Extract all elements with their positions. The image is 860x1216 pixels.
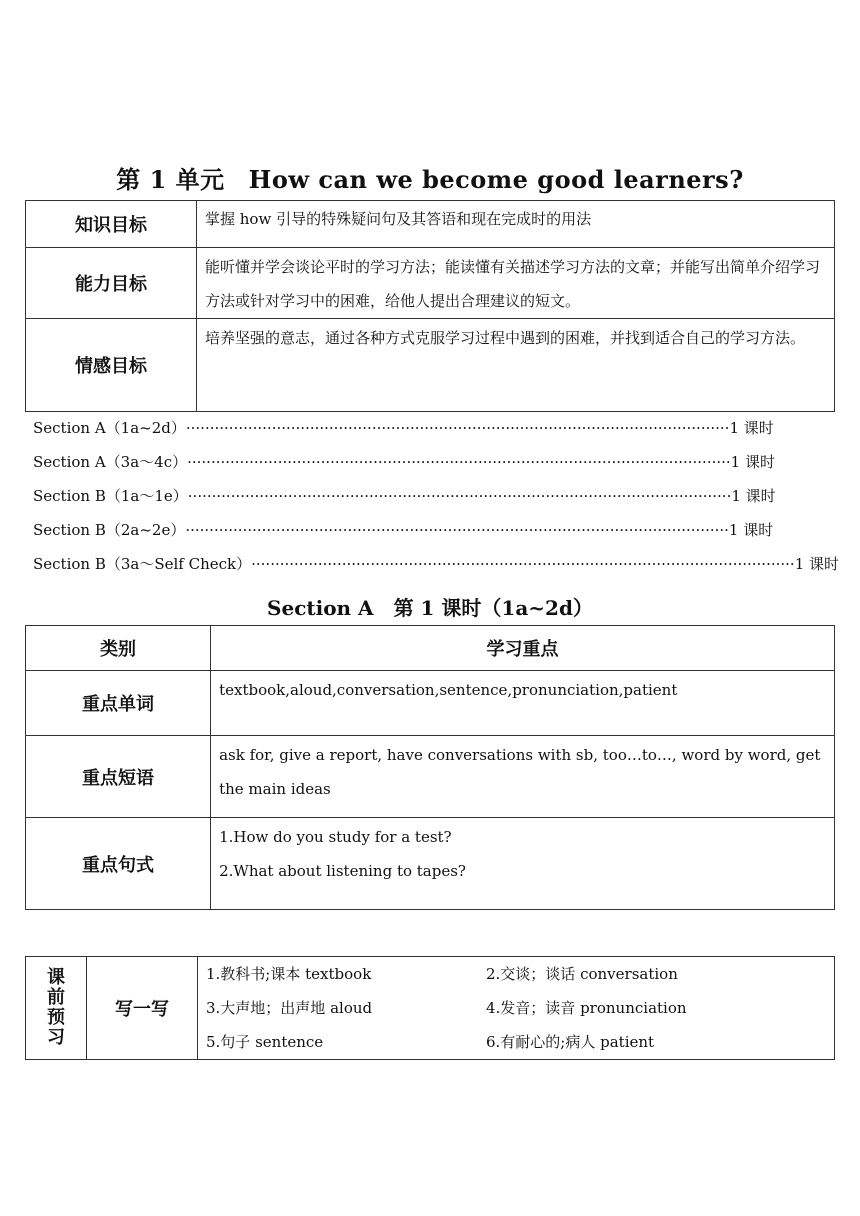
goal-row xyxy=(26,248,835,319)
focus-content xyxy=(211,736,835,818)
preview-table xyxy=(25,956,835,1060)
schedule-section: Section A（3a～4c） xyxy=(33,453,188,471)
focus-label: 重点句式 xyxy=(26,818,211,910)
dot-leader: ·················································································································· xyxy=(187,453,731,471)
schedule-section: Section B（3a～Self Check） xyxy=(33,555,252,573)
lesson-schedule xyxy=(33,417,839,587)
goal-text: 培养坚强的意志，通过各种方式克服学习过程中遇到的困难，并找到适合自己的学习方法。 xyxy=(197,319,835,412)
unit-title xyxy=(0,160,860,195)
preview-items xyxy=(198,957,835,1060)
goal-text: 能听懂并学会谈论平时的学习方法；能读懂有关描述学习方法的文章；并能写出简单介绍学习方法或针对学习中的困难，给他人提出合理建议的短文。 xyxy=(197,248,835,319)
dot-leader: ·················································································································· xyxy=(251,555,795,573)
goal-row xyxy=(26,319,835,412)
schedule-item xyxy=(33,451,775,485)
goal-label: 情感目标 xyxy=(26,319,197,412)
unit-number: 第 1 单元 xyxy=(116,165,225,194)
schedule-section: Section B（1a～1e） xyxy=(33,487,188,505)
preview-section-label xyxy=(26,957,87,1060)
preview-section-char: 预 xyxy=(47,1007,65,1028)
preview-row xyxy=(26,957,835,1060)
preview-task-label: 写一写 xyxy=(87,957,198,1060)
focus-line: 2.What about listening to tapes? xyxy=(219,862,466,880)
focus-line: ask for, give a report, have conversations with sb, too…to…, word by word, get the main ideas xyxy=(219,746,821,798)
schedule-item xyxy=(33,417,774,451)
goal-row xyxy=(26,201,835,248)
focus-header-category: 类别 xyxy=(26,626,211,671)
vocab-item: 6.有耐心的;病人 patient xyxy=(486,1033,655,1051)
goal-label: 能力目标 xyxy=(26,248,197,319)
schedule-time: 1 课时 xyxy=(728,521,774,539)
focus-row xyxy=(26,671,835,736)
dot-leader: ·················································································································· xyxy=(185,521,729,539)
focus-row xyxy=(26,736,835,818)
vocab-item: 2.交谈；谈话 conversation xyxy=(486,965,678,983)
focus-header-row xyxy=(26,626,835,671)
schedule-item xyxy=(33,519,774,553)
goal-text: 掌握 how 引导的特殊疑问句及其答语和现在完成时的用法 xyxy=(197,201,835,248)
vocab-item: 1.教科书;课本 textbook xyxy=(206,965,372,983)
focus-content xyxy=(211,671,835,736)
preview-section-char: 课 xyxy=(47,967,65,988)
schedule-item xyxy=(33,553,839,587)
schedule-item xyxy=(33,485,776,519)
focus-label: 重点单词 xyxy=(26,671,211,736)
goals-table xyxy=(25,200,835,412)
unit-english-title: How can we become good learners? xyxy=(248,165,744,194)
schedule-section: Section A（1a~2d） xyxy=(33,419,186,437)
vocab-item: 5.句子 sentence xyxy=(206,1033,324,1051)
preview-section-char: 习 xyxy=(47,1027,65,1048)
preview-section-char: 前 xyxy=(47,987,65,1008)
schedule-time: 1 课时 xyxy=(731,487,776,505)
focus-header-points: 学习重点 xyxy=(211,626,835,671)
vocab-item: 3.大声地；出声地 aloud xyxy=(206,999,373,1017)
focus-content xyxy=(211,818,835,910)
dot-leader: ·················································································································· xyxy=(187,487,732,505)
focus-line: textbook,aloud,conversation,sentence,pronunciation,patient xyxy=(219,681,678,699)
focus-row xyxy=(26,818,835,910)
schedule-time: 1 课时 xyxy=(730,453,775,471)
dot-leader: ·················································································································· xyxy=(185,419,730,437)
lesson-title: Section A 第 1 课时（1a~2d） xyxy=(267,596,593,620)
vocab-item: 4.发音；读音 pronunciation xyxy=(486,999,687,1017)
focus-table xyxy=(25,625,835,910)
schedule-section: Section B（2a~2e） xyxy=(33,521,186,539)
schedule-time: 1 课时 xyxy=(729,419,774,437)
goal-label: 知识目标 xyxy=(26,201,197,248)
focus-line: 1.How do you study for a test? xyxy=(219,828,452,846)
focus-label: 重点短语 xyxy=(26,736,211,818)
schedule-time: 1 课时 xyxy=(794,555,839,573)
